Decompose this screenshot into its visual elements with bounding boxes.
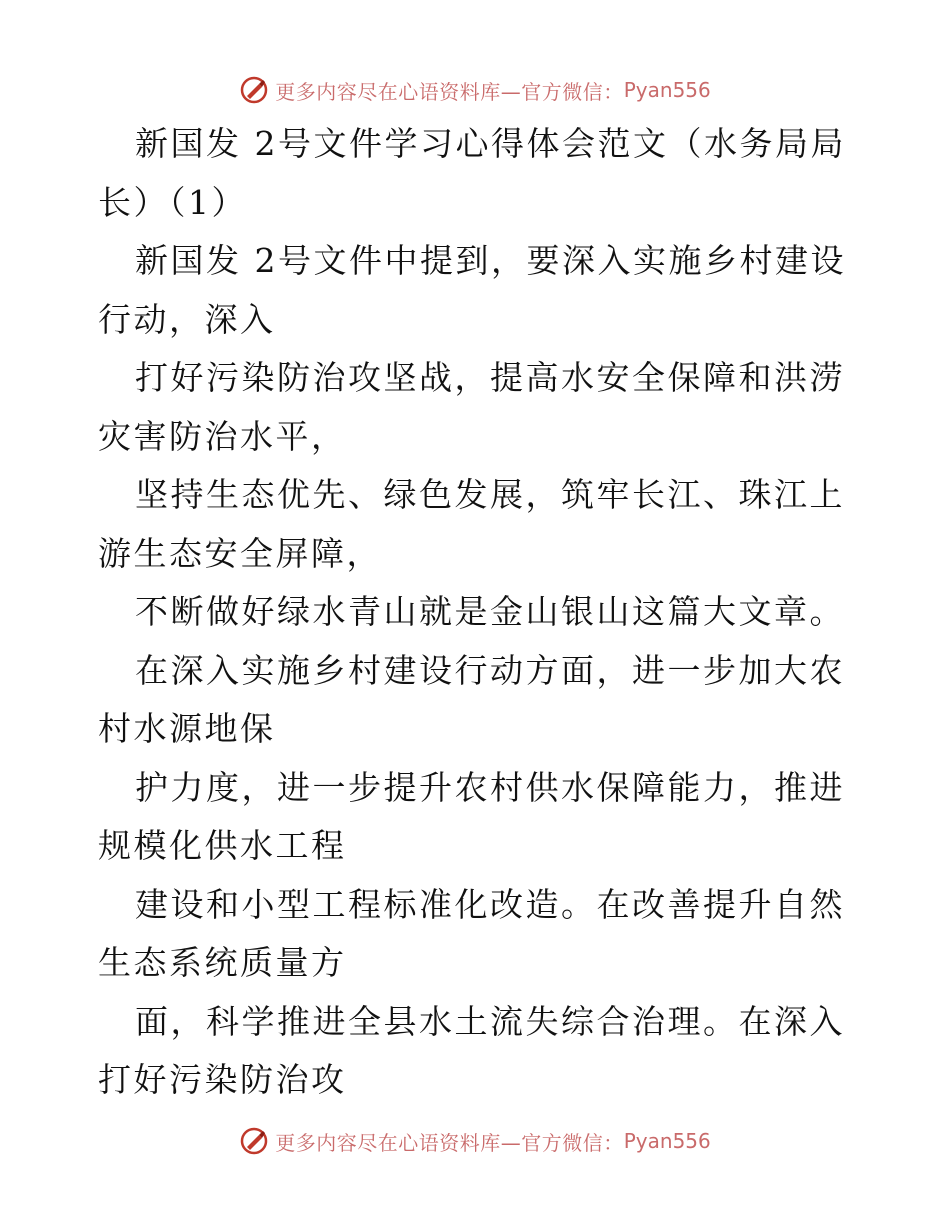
header-watermark (0, 70, 950, 110)
paragraph: 打好污染防治攻坚战，提高水安全保障和洪涝灾害防治水平， (98, 358, 845, 456)
document-body (98, 115, 858, 1110)
watermark-wechat-id: Pyan556 (623, 78, 711, 102)
document-title: 新国发 2号文件学习心得体会范文（水务局局长）（1） (98, 124, 846, 222)
footer-watermark (0, 1121, 950, 1161)
watermark-text: 更多内容尽在心语资料库—官方微信： (275, 1130, 624, 1155)
paragraph: 不断做好绿水青山就是金山银山这篇大文章。 (135, 592, 845, 631)
watermark-wechat-id: Pyan556 (623, 1129, 711, 1153)
paragraph: 建设和小型工程标准化改造。在改善提升自然生态系统质量方 (98, 884, 845, 982)
paragraph: 在深入实施乡村建设行动方面，进一步加大农村水源地保 (98, 650, 845, 748)
paragraph: 面，科学推进全县水土流失综合治理。在深入打好污染防治攻 (98, 1001, 845, 1099)
logo-icon (239, 75, 269, 105)
paragraph: 坚持生态优先、绿色发展，筑牢长江、珠江上游生态安全屏障， (98, 475, 845, 573)
logo-icon (239, 1126, 269, 1156)
watermark-text: 更多内容尽在心语资料库—官方微信： (275, 79, 624, 104)
paragraph: 新国发 2号文件中提到，要深入实施乡村建设行动，深入 (98, 241, 846, 339)
paragraph: 护力度，进一步提升农村供水保障能力，推进规模化供水工程 (98, 767, 845, 865)
